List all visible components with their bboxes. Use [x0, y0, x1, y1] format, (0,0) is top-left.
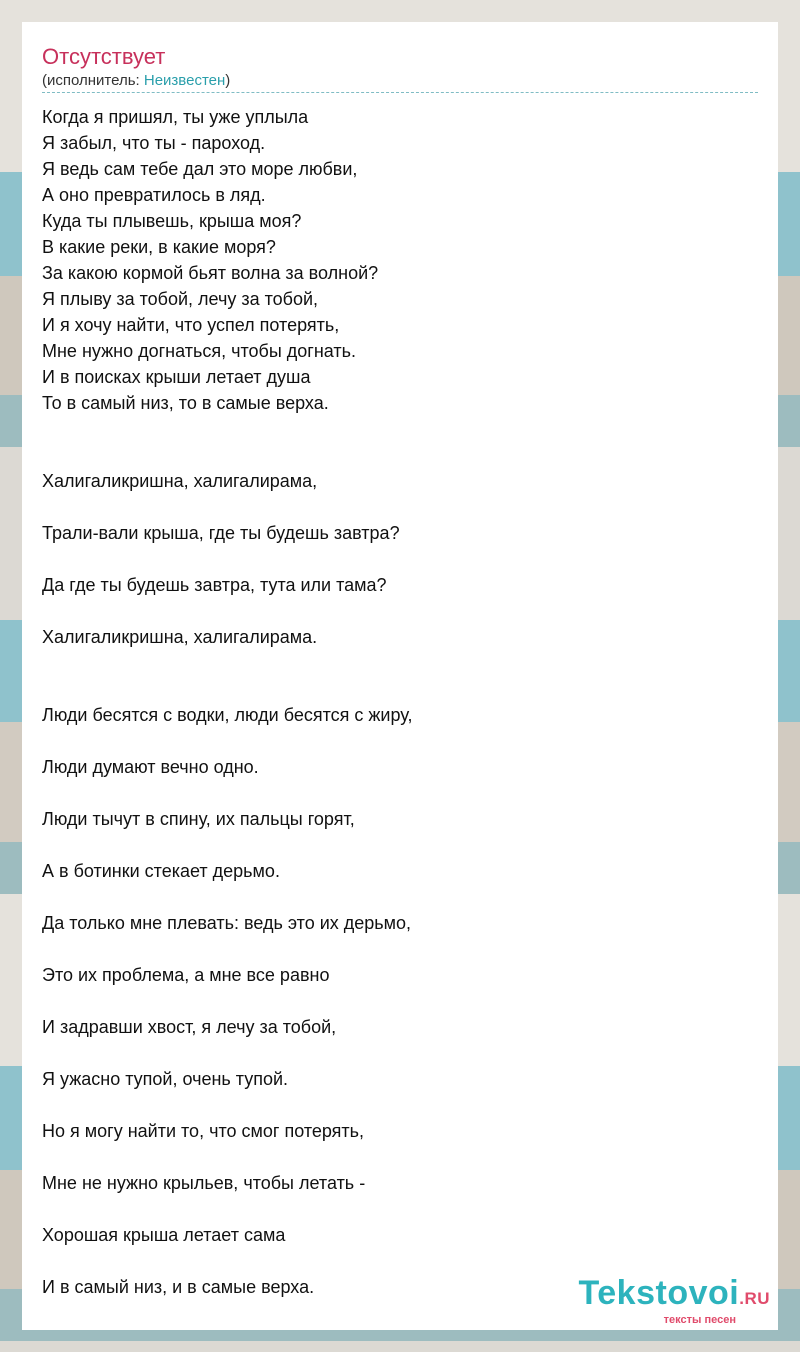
lyric-line: Я плыву за тобой, лечу за тобой,	[42, 289, 319, 309]
divider	[42, 92, 758, 93]
lyric-line: Куда ты плывешь, крыша моя?	[42, 211, 302, 231]
artist-suffix: )	[225, 72, 231, 89]
lyric-line: Я ведь сам тебе дал это море любви,	[42, 159, 358, 179]
lyric-line: Люди тычут в спину, их пальцы горят,	[42, 809, 355, 829]
lyric-line: Мне не нужно крыльев, чтобы летать -	[42, 1173, 366, 1193]
lyrics-card	[22, 22, 778, 1330]
artist-link[interactable]: Неизвестен	[143, 72, 226, 89]
lyric-line: Люди бесятся с водки, люди бесятся с жиру,	[42, 705, 413, 725]
lyric-line: Халигаликришна, халигалирама.	[42, 627, 318, 647]
stanza	[42, 468, 742, 676]
lyric-line: Когда я пришял, ты уже уплыла	[42, 107, 309, 127]
artist-line	[42, 72, 230, 89]
lyric-line: Да где ты будешь завтра, тута или тама?	[42, 575, 387, 595]
site-logo[interactable]	[579, 1276, 770, 1326]
song-title: Отсутствует	[42, 44, 166, 69]
lyric-line: Трали-вали крыша, где ты будешь завтра?	[42, 523, 400, 543]
lyric-line: И задравши хвост, я лечу за тобой,	[42, 1017, 337, 1037]
lyric-line: Люди думают вечно одно.	[42, 757, 259, 777]
logo-wordmark	[579, 1276, 770, 1316]
lyric-line: Да только мне плевать: ведь это их дерьмо,	[42, 913, 412, 933]
lyric-line: И я хочу найти, что успел потерять,	[42, 315, 340, 335]
lyric-line: И в поисках крыши летает душа	[42, 367, 311, 387]
lyric-line: И в самый низ, и в самые верха.	[42, 1277, 315, 1297]
stanza	[42, 104, 742, 416]
lyric-line: Хорошая крыша летает сама	[42, 1225, 286, 1245]
lyric-line: В какие реки, в какие моря?	[42, 237, 276, 257]
lyric-line: А в ботинки стекает дерьмо.	[42, 861, 280, 881]
logo-tld: .RU	[739, 1289, 770, 1308]
lyrics-text	[42, 104, 742, 1326]
artist-prefix: (исполнитель:	[42, 72, 144, 89]
lyric-line: Но я могу найти то, что смог потерять,	[42, 1121, 365, 1141]
logo-name: Tekstovoi	[578, 1274, 740, 1312]
lyric-line: За какою кормой бьят волна за волной?	[42, 263, 379, 283]
lyric-line: Мне нужно догнаться, чтобы догнать.	[42, 341, 357, 361]
lyric-line: Это их проблема, а мне все равно	[42, 965, 330, 985]
lyric-line: А оно превратилось в ляд.	[42, 185, 266, 205]
logo-tagline: тексты песен	[663, 1314, 736, 1326]
lyric-line: Халигаликришна, халигалирама,	[42, 471, 318, 491]
lyric-line: Я забыл, что ты - пароход.	[42, 133, 266, 153]
lyric-line: Я ужасно тупой, очень тупой.	[42, 1069, 289, 1089]
lyric-line: То в самый низ, то в самые верха.	[42, 393, 329, 413]
stanza	[42, 702, 742, 1326]
